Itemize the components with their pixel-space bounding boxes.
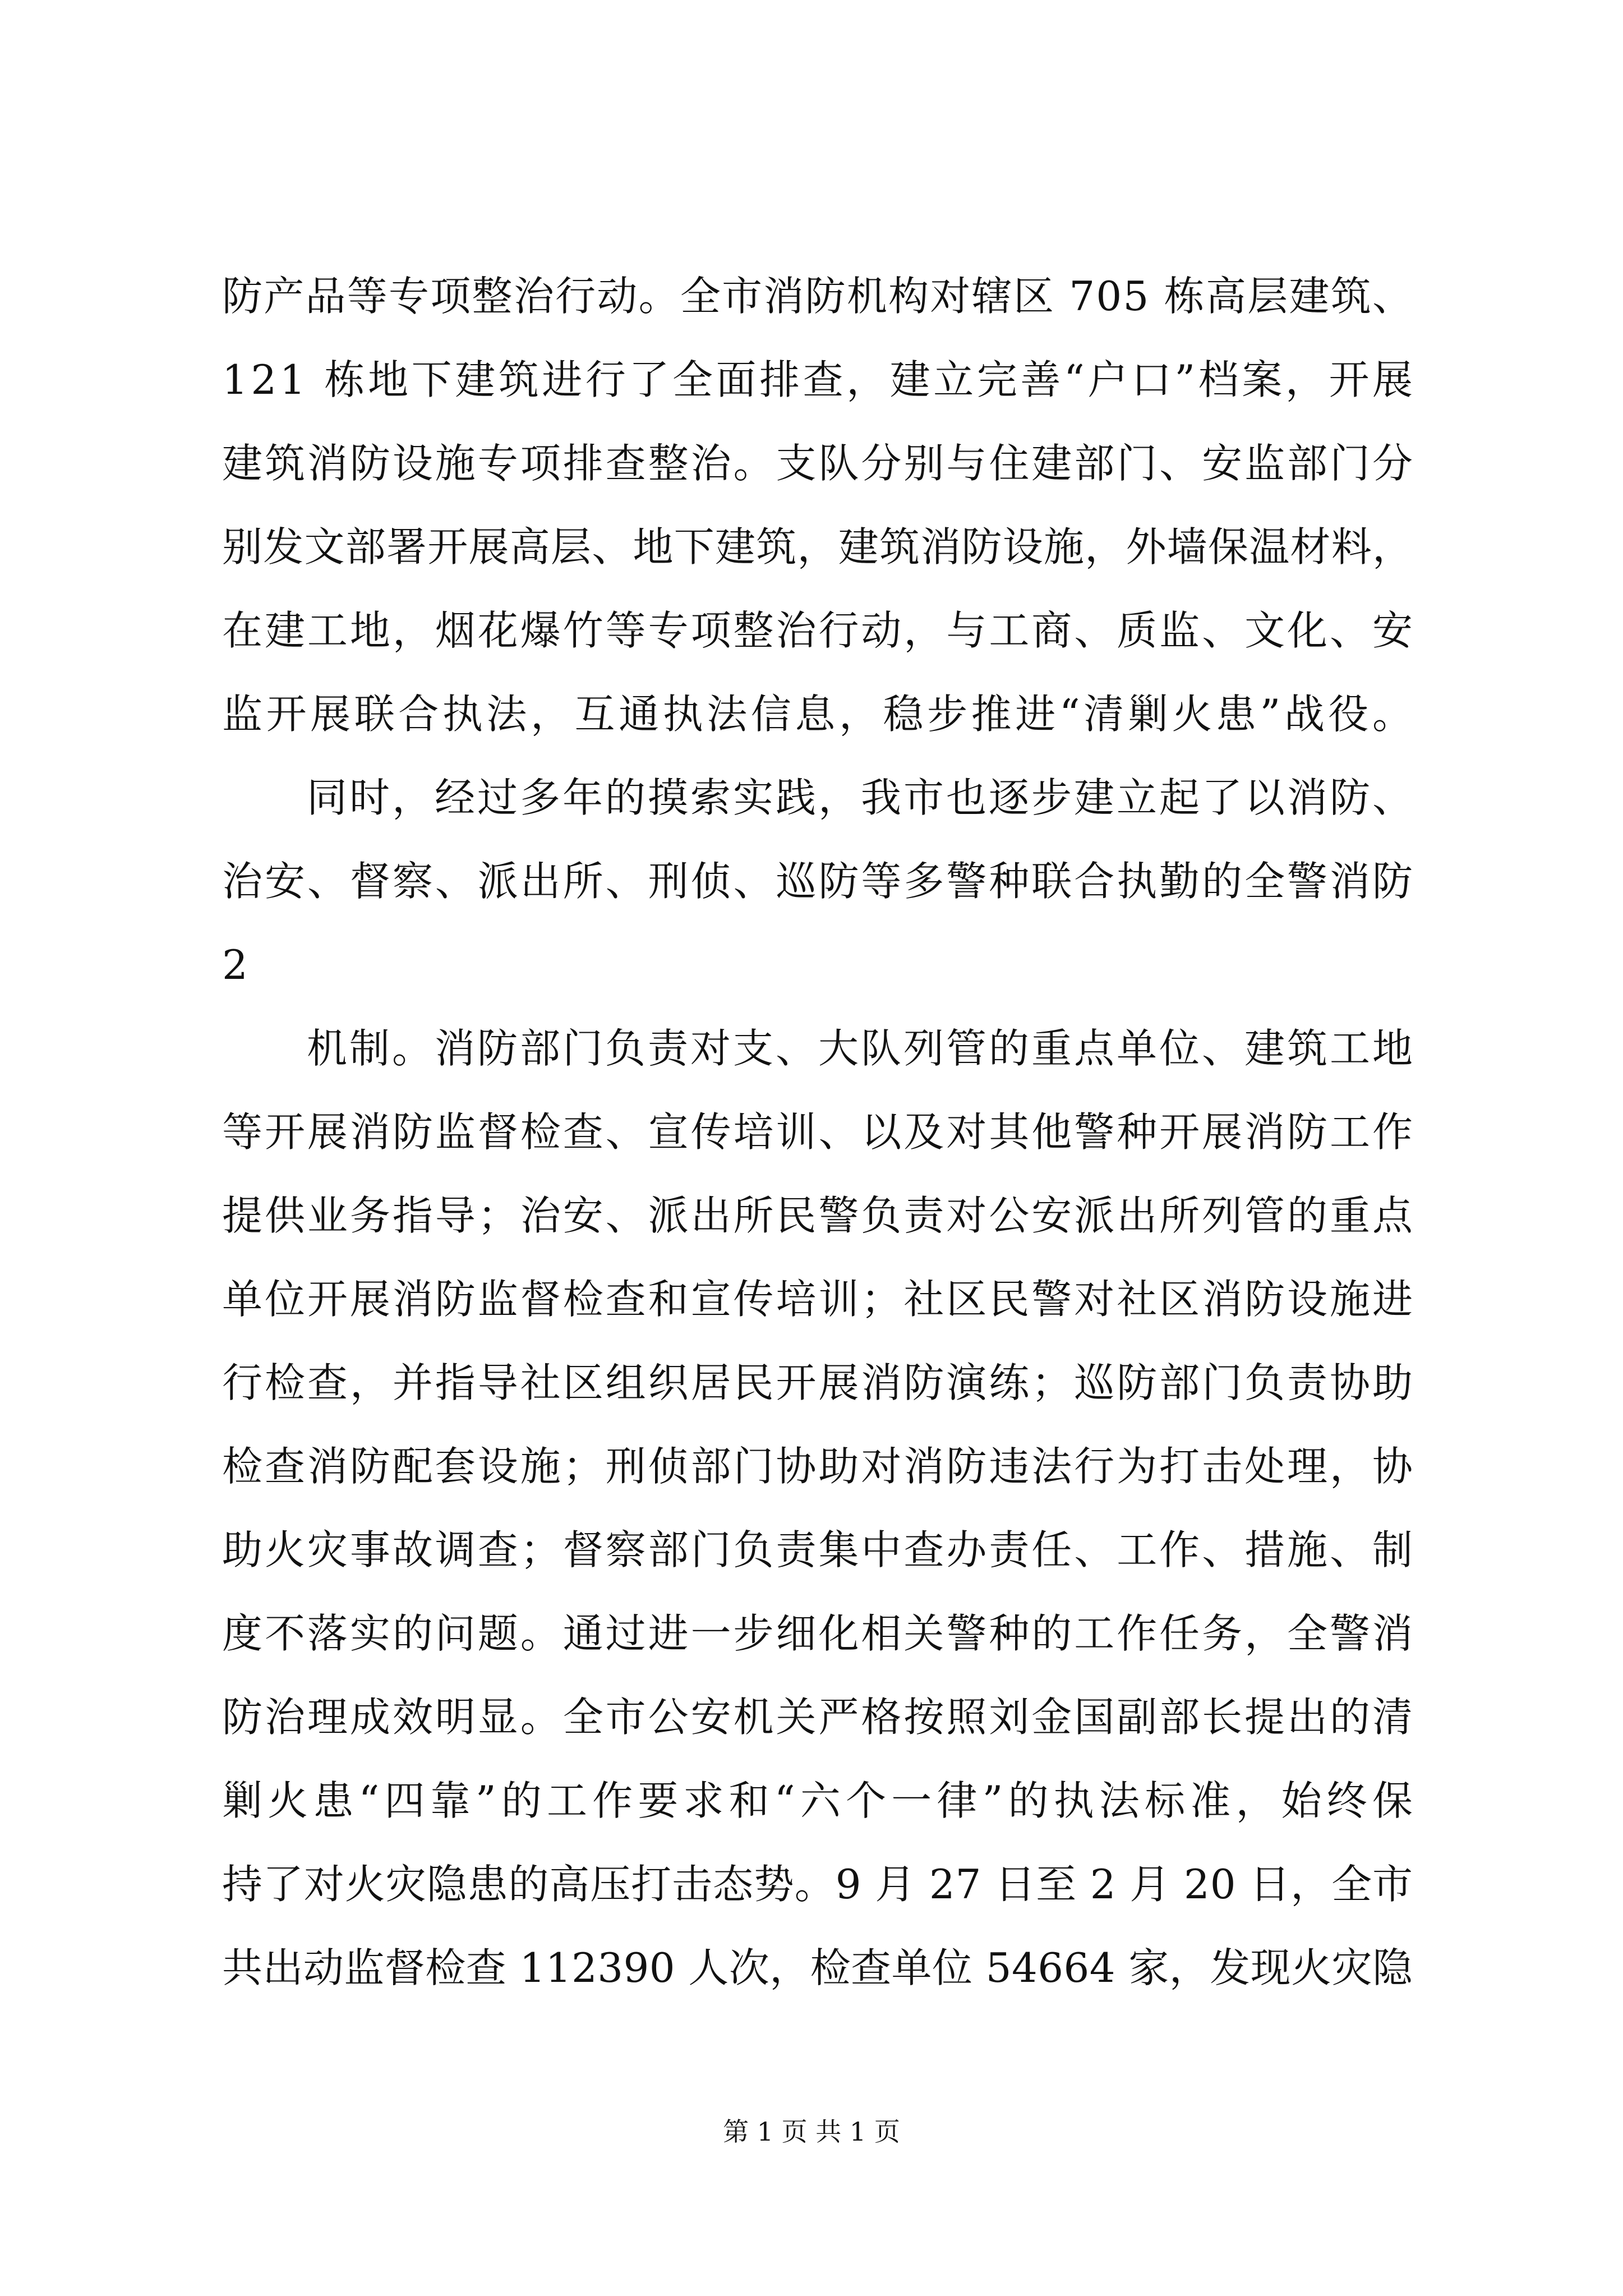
text-line-content: 121 栋地下建筑进行了全面排查，建立完善“户口”档案，开展 — [222, 356, 1416, 403]
text-line-content: 剿火患“四靠”的工作要求和“六个一律”的执法标准，始终保 — [222, 1777, 1418, 1824]
text-line-content: 度不落实的问题。通过进一步细化相关警种的工作任务，全警消 — [222, 1610, 1415, 1657]
text-line — [222, 840, 1413, 923]
text-line — [222, 1341, 1413, 1425]
text-line-content: 提供业务指导；治安、派出所民警负责对公安派出所列管的重点 — [222, 1192, 1415, 1239]
text-line — [222, 1926, 1413, 2010]
text-line — [222, 505, 1413, 589]
text-line-content: 助火灾事故调查；督察部门负责集中查办责任、工作、措施、制 — [222, 1526, 1415, 1573]
document-body — [222, 255, 1418, 2010]
text-line-content: 单位开展消防监督检查和宣传培训；社区民警对社区消防设施进 — [222, 1276, 1415, 1323]
paragraph — [222, 756, 1413, 923]
paragraph — [222, 255, 1417, 756]
text-line-content: 在建工地，烟花爆竹等专项整治行动，与工商、质监、文化、安 — [222, 607, 1415, 654]
text-line — [222, 1258, 1413, 1341]
text-line — [222, 1592, 1413, 1676]
page-footer: 第 1 页 共 1 页 — [723, 2116, 900, 2147]
text-line-content: 持了对火灾隐患的高压打击态势。9 月 27 日至 2 月 20 日，全市 — [222, 1861, 1413, 1908]
text-line — [222, 1425, 1413, 1508]
inline-page-number-text: 2 — [222, 941, 248, 988]
text-line-content: 等开展消防监督检查、宣传培训、以及对其他警种开展消防工作 — [222, 1108, 1415, 1156]
text-line — [222, 1091, 1413, 1174]
text-line — [222, 338, 1416, 422]
text-line-content: 防产品等专项整治行动。全市消防机构对辖区 705 栋高层建筑、 — [222, 273, 1414, 320]
text-line-content: 行检查，并指导社区组织居民开展消防演练；巡防部门负责协助 — [222, 1359, 1415, 1406]
text-line-content: 防治理成效明显。全市公安机关严格按照刘金国副部长提出的清 — [222, 1694, 1415, 1741]
paragraph — [222, 1007, 1418, 2010]
text-line-content: 共出动监督检查 112390 人次，检查单位 54664 家，发现火灾隐 — [222, 1944, 1413, 1991]
text-line — [222, 422, 1413, 505]
text-line — [222, 1508, 1413, 1592]
text-line — [222, 756, 1413, 840]
inline-page-number — [222, 923, 1413, 1007]
text-line-content: 机制。消防部门负责对支、大队列管的重点单位、建筑工地 — [307, 1025, 1415, 1072]
text-line — [222, 1843, 1413, 1926]
text-line-content: 监开展联合执法，互通执法信息，稳步推进“清剿火患”战役。 — [222, 691, 1417, 738]
text-line-content: 检查消防配套设施；刑侦部门协助对消防违法行为打击处理，协 — [222, 1443, 1415, 1490]
text-line — [222, 1759, 1418, 1843]
text-line-content: 别发文部署开展高层、地下建筑，建筑消防设施，外墙保温材料， — [222, 523, 1414, 570]
text-line — [222, 255, 1413, 338]
text-line — [222, 673, 1417, 756]
text-line — [222, 1007, 1413, 1091]
text-line-content: 建筑消防设施专项排查整治。支队分别与住建部门、安监部门分 — [222, 440, 1415, 487]
text-line-content: 治安、督察、派出所、刑侦、巡防等多警种联合执勤的全警消防 — [222, 858, 1415, 905]
text-line — [222, 1174, 1413, 1258]
text-line — [222, 589, 1413, 673]
text-line — [222, 1676, 1413, 1759]
text-line-content: 同时，经过多年的摸索实践，我市也逐步建立起了以消防、 — [307, 774, 1415, 821]
